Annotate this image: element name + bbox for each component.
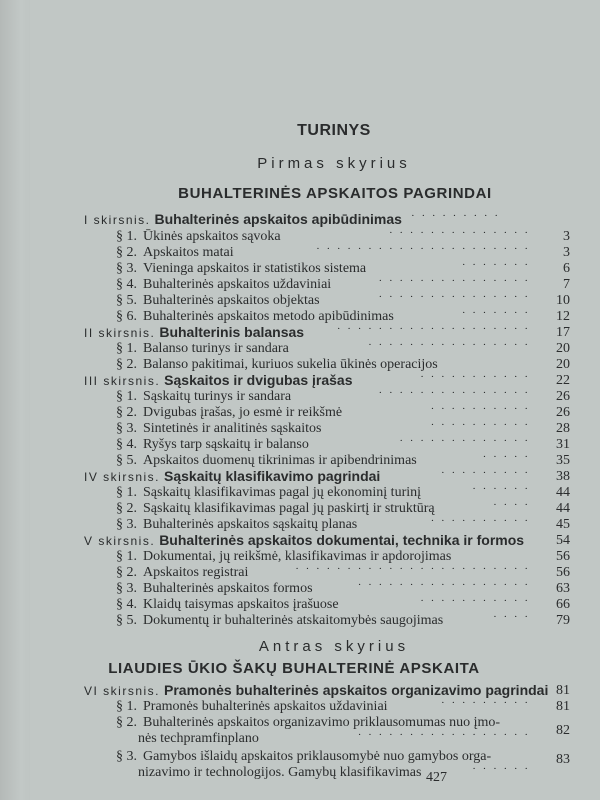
section-mark: § 4. [116, 437, 137, 452]
page-number: 45 [556, 517, 570, 532]
page-number: 66 [556, 597, 570, 612]
toc-item-row[interactable] [116, 341, 570, 356]
page-number: 6 [563, 261, 570, 276]
page-number: 35 [556, 453, 570, 468]
chapter-label: Antras skyrius [258, 638, 410, 655]
toc-item-row[interactable] [116, 613, 570, 628]
section-mark: § 1. [116, 389, 137, 404]
dot-leader: · · · · · · · · · · · · · · · · · · · · · [316, 243, 530, 255]
section-prefix: II skirsnis. [84, 326, 156, 340]
page-folio-number: 427 [426, 770, 447, 785]
section-mark: § 3. [116, 261, 137, 276]
section-title: Sąskaitų klasifikavimo pagrindai [164, 468, 381, 484]
page-number: 83 [556, 752, 570, 767]
item-text: Vieninga apskaitos ir statistikos sistema [143, 261, 367, 276]
dot-leader: · · · · · · · · · · [430, 403, 530, 415]
page-title: TURINYS [297, 122, 371, 139]
dot-leader: · · · · · · · [461, 259, 530, 271]
page-number: 44 [556, 501, 570, 516]
section-title: Buhalterinis balansas [159, 324, 305, 340]
page-number: 81 [556, 699, 570, 714]
section-mark: § 3. [116, 581, 137, 596]
section-prefix: III skirsnis. [84, 374, 161, 388]
dot-leader: · · · · · · · · · · · · · · [388, 227, 530, 239]
section-mark: § 2. [116, 565, 137, 580]
dot-leader: · · · · · · · · · · · · · · · · · [357, 579, 530, 591]
dot-leader: · · · · · · · · · · · · · [399, 435, 530, 447]
chapter-label: Pirmas skyrius [257, 155, 411, 172]
dot-leader: · · · · · · · · · · · · · · · [378, 291, 530, 303]
item-text: Sąskaitų klasifikavimas pagal jų paskirtį ir struktūrą [143, 501, 435, 516]
item-text: Apskaitos registrai [143, 565, 249, 580]
dot-leader: · · · · · · · · · [441, 467, 530, 479]
item-text: Buhalterinės apskaitos objektas [143, 293, 320, 308]
section-mark: § 1. [116, 485, 137, 500]
section-mark: § 1. [116, 229, 137, 244]
section-prefix: V skirsnis. [84, 534, 156, 548]
dot-leader: · · · · · · · · · · · · · · · [378, 387, 530, 399]
item-text: Sintetinės ir analitinės sąskaitos [143, 421, 322, 436]
page-number: 82 [556, 723, 570, 738]
page-number: 22 [556, 373, 570, 388]
item-text: Sąskaitų klasifikavimas pagal jų ekonominį turinį [143, 485, 422, 500]
dot-leader: · · · · · · · · · [441, 697, 530, 709]
section-mark: § 2. [116, 715, 137, 730]
toc-item-row[interactable] [116, 715, 570, 747]
page-number: 3 [563, 229, 570, 244]
item-text: Buhalterinės apskaitos formos [143, 581, 313, 596]
page-number: 63 [556, 581, 570, 596]
page-number: 54 [556, 533, 570, 548]
section-title: Buhalterinės apskaitos dokumentai, technika ir formos [159, 532, 525, 548]
dot-leader: · · · · · · [472, 763, 530, 775]
dot-leader: · · · · · · · · · · [430, 515, 530, 527]
chapter-title: LIAUDIES ŪKIO ŠAKŲ BUHALTERINĖ APSKAITA [108, 660, 480, 677]
dot-leader: · · · · · · · · · · · · · · · · · · · [336, 323, 530, 335]
dot-leader: · · · · · · · · · · · · · · · [378, 275, 530, 287]
section-mark: § 5. [116, 293, 137, 308]
dot-leader: · · · · [493, 499, 530, 511]
dot-leader: · · · · · · · · · · [430, 419, 530, 431]
table-of-contents-page [84, 0, 574, 800]
item-text: Ryšys tarp sąskaitų ir balanso [143, 437, 309, 452]
page-number: 20 [556, 357, 570, 372]
item-text: Dokumentų ir buhalterinės atskaitomybės saugojimas [143, 613, 444, 628]
page-number: 12 [556, 309, 570, 324]
dot-leader: · · · · · · · · · [411, 210, 500, 222]
item-text: Pramonės buhalterinės apskaitos uždaviniai [143, 699, 388, 714]
section-prefix: VI skirsnis. [84, 684, 161, 698]
page-edge-shadow [0, 0, 30, 800]
item-text: Buhalterinės apskaitos sąskaitų planas [143, 517, 358, 532]
item-text: Balanso turinys ir sandara [143, 341, 289, 356]
section-prefix: I skirsnis. [84, 213, 151, 227]
page-number: 79 [556, 613, 570, 628]
section-mark: § 5. [116, 453, 137, 468]
dot-leader: · · · · · · · · · · · · · · · · · [357, 729, 530, 741]
page-number: 56 [556, 565, 570, 580]
section-mark: § 6. [116, 309, 137, 324]
page-number: 28 [556, 421, 570, 436]
section-mark: § 2. [116, 245, 137, 260]
dot-leader: · · · · · · · · · · · [420, 595, 530, 607]
section-title: Buhalterinės apskaitos apibūdinimas [154, 211, 402, 227]
section-mark: § 3. [116, 517, 137, 532]
section-mark: § 2. [116, 501, 137, 516]
page-number: 10 [556, 293, 570, 308]
item-text: Sąskaitų turinys ir sandara [143, 389, 292, 404]
item-text: Gamybos išlaidų apskaitos priklausomybė nuo gamybos orga- [143, 749, 492, 764]
toc-section-row[interactable] [84, 212, 570, 227]
dot-leader: · · · · · · · · · · · [420, 371, 530, 383]
section-mark: § 4. [116, 597, 137, 612]
page-number: 38 [556, 469, 570, 484]
item-text: Buhalterinės apskaitos metodo apibūdinimas [143, 309, 394, 324]
section-prefix: IV skirsnis. [84, 470, 161, 484]
page-number: 56 [556, 549, 570, 564]
section-title: Pramonės buhalterinės apskaitos organizavimo pagrindai [164, 682, 549, 698]
item-text: Buhalterinės apskaitos uždaviniai [143, 277, 332, 292]
dot-leader: · · · · · · · · · · · · · · · · · · · · · · · [295, 563, 530, 575]
page-number: 31 [556, 437, 570, 452]
section-mark: § 1. [116, 341, 137, 356]
toc-section-row[interactable] [84, 533, 570, 548]
toc-item-row[interactable] [116, 699, 570, 714]
section-mark: § 3. [116, 421, 137, 436]
item-text: Dvigubas įrašas, jo esmė ir reikšmė [143, 405, 343, 420]
section-mark: § 2. [116, 357, 137, 372]
item-text: Buhalterinės apskaitos organizavimo priklausomumas nuo įmo- [143, 715, 501, 730]
page-number: 20 [556, 341, 570, 356]
toc-item-row[interactable] [116, 749, 570, 781]
dot-leader: · · · · · [482, 451, 530, 463]
item-text-continued: nės techpramfinplano [138, 731, 259, 746]
item-text: Ūkinės apskaitos sąvoka [143, 229, 281, 244]
section-title: Sąskaitos ir dvigubas įrašas [164, 372, 353, 388]
page-number: 26 [556, 389, 570, 404]
section-mark: § 2. [116, 405, 137, 420]
item-text: Klaidų taisymas apskaitos įrašuose [143, 597, 339, 612]
section-mark: § 1. [116, 549, 137, 564]
page-number: 26 [556, 405, 570, 420]
page-number: 44 [556, 485, 570, 500]
item-text: Balanso pakitimai, kuriuos sukelia ūkinės operacijos [143, 357, 438, 372]
section-mark: § 1. [116, 699, 137, 714]
page-number: 7 [563, 277, 570, 292]
item-text: Apskaitos matai [143, 245, 234, 260]
dot-leader: · · · · · · [472, 483, 530, 495]
page-number: 3 [563, 245, 570, 260]
section-mark: § 4. [116, 277, 137, 292]
item-text-continued: nizavimo ir technologijos. Gamybų klasifikavimas [138, 765, 422, 780]
section-mark: § 5. [116, 613, 137, 628]
page-number: 17 [556, 325, 570, 340]
dot-leader: · · · · · · · · · · · · · · · · [368, 339, 530, 351]
dot-leader: · · · · · · · [461, 307, 530, 319]
page-number: 81 [556, 683, 570, 698]
chapter-title: BUHALTERINĖS APSKAITOS PAGRINDAI [178, 185, 492, 202]
dot-leader: · · · · [493, 611, 530, 623]
toc-item-row[interactable] [116, 517, 570, 532]
section-mark: § 3. [116, 749, 137, 764]
item-text: Dokumentai, jų reikšmė, klasifikavimas ir apdorojimas [143, 549, 452, 564]
item-text: Apskaitos duomenų tikrinimas ir apibendrinimas [143, 453, 417, 468]
